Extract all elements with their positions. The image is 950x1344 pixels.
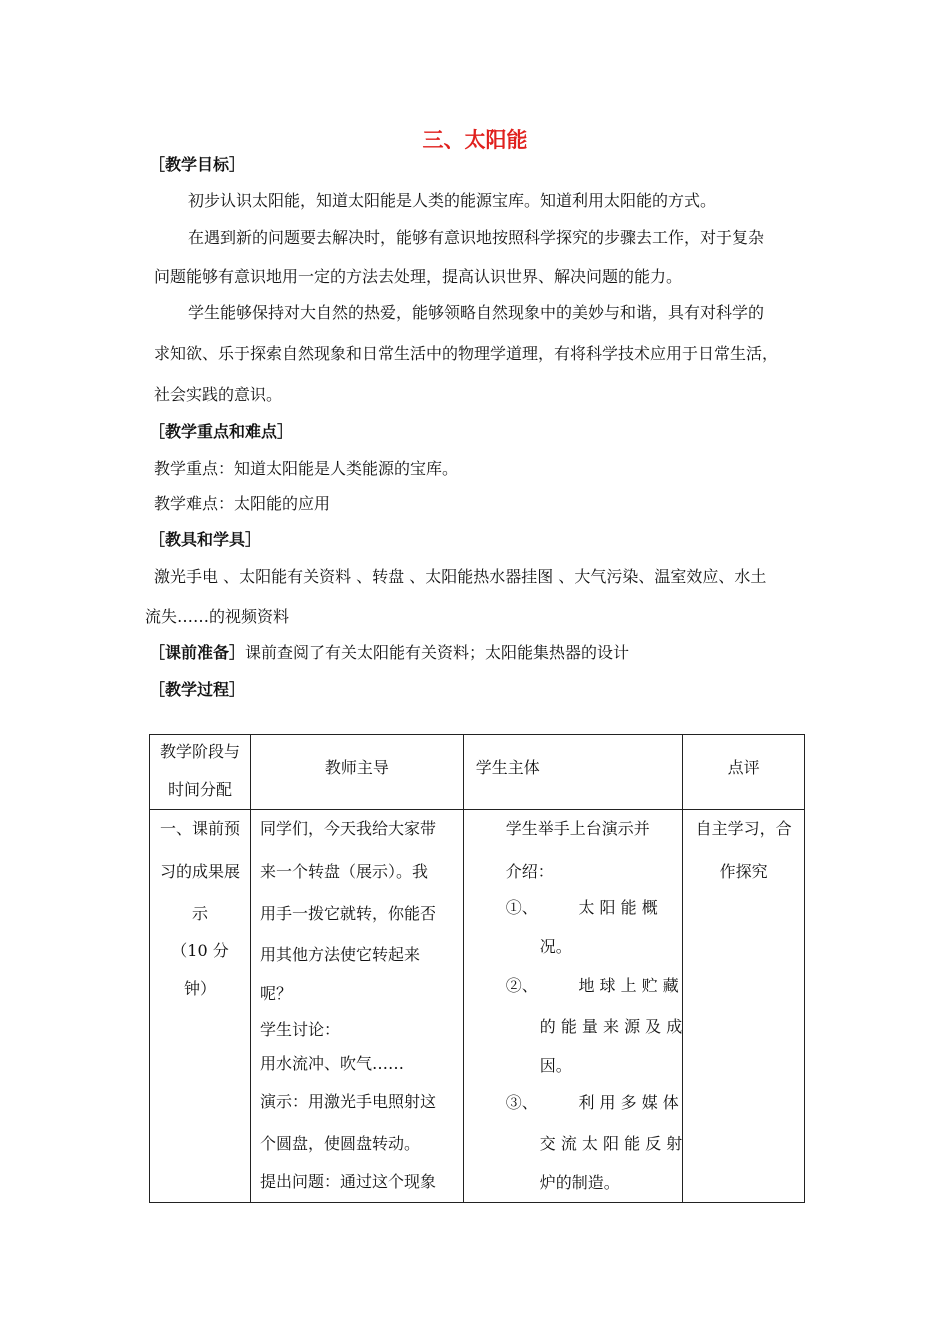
row1-student-line: 况。 [539, 937, 572, 956]
row1-student-line: 学生举手上台演示并 [505, 819, 650, 838]
row1-stage-line: 钟） [184, 979, 217, 998]
teaching-focus: 教学重点：知道太阳能是人类能源的宝库。 [154, 459, 459, 478]
row1-teacher-line: 演示：用激光手电照射这 [260, 1092, 437, 1111]
page-title: 三、太阳能 [422, 128, 528, 152]
row1-student-line: ①、 太 阳 能 概 [505, 898, 658, 917]
row1-student-line: 的 能 量 来 源 及 成 [539, 1017, 683, 1036]
objectives-p3-line3: 社会实践的意识。 [154, 385, 283, 404]
row1-teacher-line: 学生讨论： [260, 1020, 341, 1039]
table-row [150, 810, 805, 1203]
objectives-p2-line2: 问题能够有意识地用一定的方法去处理，提高认识世界、解决问题的能力。 [154, 267, 683, 286]
row1-teacher-line: 用手一拨它就转，你能否 [260, 904, 437, 923]
table-header-row [150, 735, 805, 810]
header-stage-line2: 时间分配 [168, 780, 233, 799]
row1-student-line: 交 流 太 阳 能 反 射 [539, 1134, 683, 1153]
prep-text: 课前查阅了有关太阳能有关资料；太阳能集热器的设计 [245, 643, 630, 662]
key-points-heading: ［教学重点和难点］ [149, 422, 294, 441]
row1-teacher-line: 来一个转盘（展示）。我 [260, 862, 429, 881]
row1-student [463, 810, 683, 1203]
tools-heading: ［教具和学具］ [149, 530, 262, 549]
row1-teacher [251, 810, 464, 1203]
header-teacher: 教师主导 [251, 735, 464, 810]
row1-student-line: ②、 地 球 上 贮 藏 [505, 976, 679, 995]
objectives-p3-line1: 学生能够保持对大自然的热爱，能够领略自然现象中的美妙与和谐，具有对科学的 [188, 303, 765, 322]
row1-stage-line: 习的成果展 [160, 862, 241, 881]
process-heading: ［教学过程］ [149, 680, 246, 699]
teaching-process-table [149, 734, 805, 1203]
header-stage-line1: 教学阶段与 [160, 742, 241, 761]
objectives-heading: ［教学目标］ [149, 155, 246, 174]
header-comment: 点评 [683, 735, 805, 810]
row1-teacher-line: 同学们，今天我给大家带 [260, 819, 437, 838]
row1-student-line: 因。 [539, 1056, 572, 1075]
tools-line1: 激光手电 、太阳能有关资料 、转盘 、太阳能热水器挂图 、大气污染、温室效应、水土 [154, 567, 767, 586]
row1-teacher-line: 提出问题：通过这个现象 [260, 1172, 437, 1191]
objectives-p3-line2: 求知欲、乐于探索自然现象和日常生活中的物理学道理，有将科学技术应用于日常生活， [154, 344, 779, 363]
row1-stage-line: （10 分 [171, 941, 229, 960]
row1-stage [150, 810, 251, 1203]
row1-teacher-line: 呢？ [260, 984, 293, 1003]
prep-heading: ［课前准备］ [149, 643, 246, 662]
row1-comment-line: 作探究 [719, 862, 768, 881]
objectives-p2-line1: 在遇到新的问题要去解决时，能够有意识地按照科学探究的步骤去工作，对于复杂 [188, 228, 765, 247]
row1-student-line: 介绍： [505, 862, 554, 881]
objectives-p1: 初步认识太阳能，知道太阳能是人类的能源宝库。知道利用太阳能的方式。 [188, 191, 717, 210]
row1-comment [683, 810, 805, 1203]
teaching-difficulty: 教学难点：太阳能的应用 [154, 494, 331, 513]
row1-stage-line: 一、课前预 [160, 819, 241, 838]
row1-teacher-line: 用其他方法使它转起来 [260, 945, 421, 964]
header-stage [150, 735, 251, 810]
header-student: 学生主体 [463, 735, 683, 810]
row1-teacher-line: 用水流冲、吹气…… [260, 1054, 405, 1073]
prep-line [149, 640, 629, 663]
row1-student-line: ③、 利 用 多 媒 体 [505, 1093, 679, 1112]
tools-line2: 流失……的视频资料 [145, 607, 290, 626]
row1-student-line: 炉的制造。 [539, 1173, 620, 1192]
row1-comment-line: 自主学习，合 [695, 819, 792, 838]
row1-teacher-line: 个圆盘，使圆盘转动。 [260, 1134, 421, 1153]
row1-stage-line: 示 [192, 904, 209, 923]
